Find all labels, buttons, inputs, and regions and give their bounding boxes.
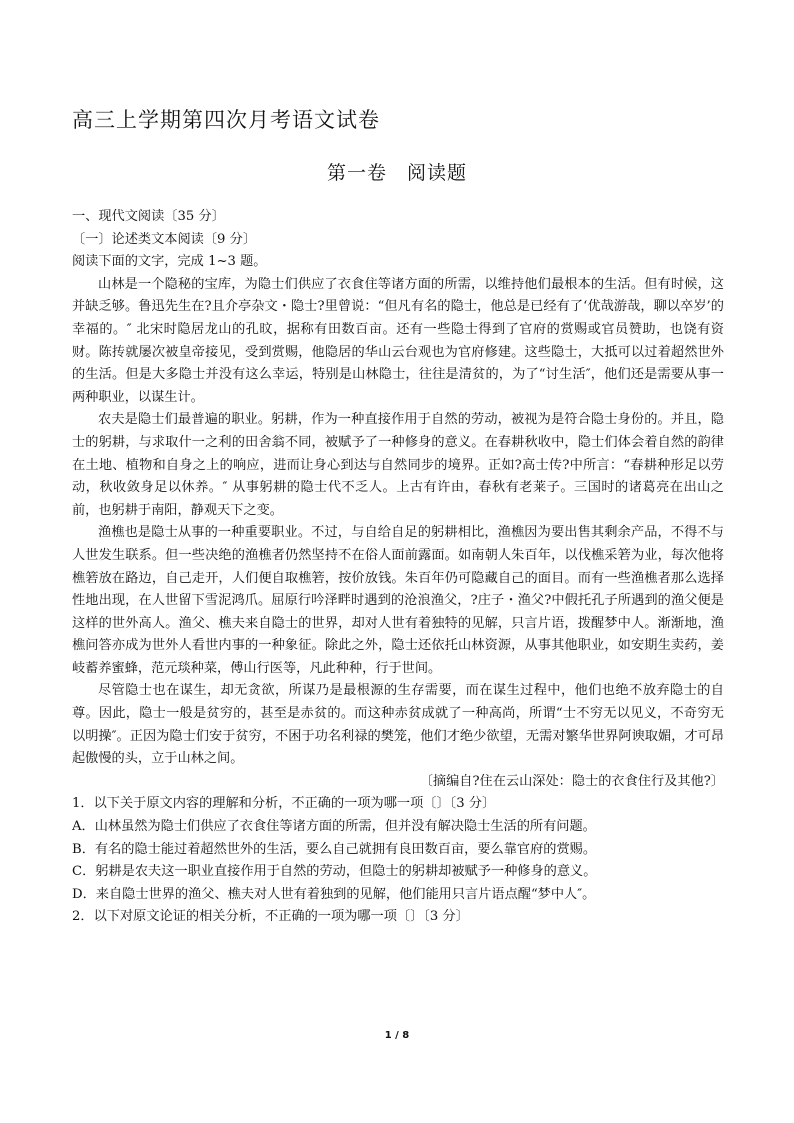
question-1-option-b: B．有名的隐士能过着超然世外的生活，要么自己就拥有良田数百亩，要么靠官府的赏赐。 — [72, 841, 596, 857]
question-1-option-c: C．躬耕是农夫这一职业直接作用于自然的劳动，但隐士的躬耕却被赋予一种修身的意义。 — [72, 864, 597, 880]
reading-body — [72, 206, 724, 929]
question-1-option-d: D．来自隐士世界的渔父、樵夫对人世有着独到的见解，他们能用只言片语点醒“梦中人″。 — [72, 886, 596, 902]
passage-paragraph-4: 尽管隐士也在谋生，却无贪欲，所谋乃是最根源的生存需要，而在谋生过程中，他们也绝不放弃隐士的自尊。因此，隐士一般是贫穷的，甚至是赤贫的。而这种赤贫成就了一种高尚，所谓“士不穷无以见义，不奇穷无以明操″。正因为隐士们安于贫穷，不困于功名利禄的樊笼，他们才绝少欲望，无需对繁华世界阿谀取媚，才可昂起傲慢的头，立于山林之间。 — [72, 683, 724, 767]
page-number: 1 / 8 — [384, 1030, 410, 1041]
passage-source: 〔摘编自?住在云山深处：隐士的衣食住行及其他?〕 — [419, 773, 724, 789]
section-title: 第一卷 阅读题 — [326, 162, 467, 184]
question-1-stem: 1．以下关于原文内容的理解和分析，不正确的一项为哪一项〔〕〔3 分〕 — [72, 796, 496, 812]
question-2-stem: 2．以下对原文论证的相关分析，不正确的一项为哪一项〔〕〔3 分〕 — [72, 909, 469, 925]
exam-title: 高三上学期第四次月考语文试卷 — [72, 108, 380, 132]
question-1-option-a: A．山林虽然为隐士们供应了衣食住等诸方面的所需，但并没有解决隐士生活的所有问题。 — [72, 819, 596, 835]
passage-paragraph-1: 山林是一个隐秘的宝库，为隐士们供应了衣食住等诸方面的所需，以维持他们最根本的生活。但有时候，这并缺乏够。鲁迅先生在?且介亭杂文・隐士?里曾说：“但凡有名的隐士，他总是已经有了‘优哉游哉，聊以卒岁’的幸福的。″ 北宋时隐居龙山的孔旼，据称有田数百亩。还有一些隐士得到了官府的赏赐或官员赞助，也饶有资财。陈抟就屡次被皇帝接见，受到赏赐，他隐居的华山云台观也为官府修建。这些隐士，大抵可以过着超然世外的生活。但是大多隐士并没有这么幸运，特别是山林隐士，往往是清贫的，为了“讨生活″，他们还是需要从事一两种职业，以谋生计。 — [72, 276, 724, 405]
sub-heading: 〔一〕论述类文本阅读〔9 分〕 — [72, 231, 257, 247]
passage-paragraph-3: 渔樵也是隐士从事的一种重要职业。不过，与自给自足的躬耕相比，渔樵因为要出售其剩余产品，不得不与人世发生联系。但一些决绝的渔樵者仍然坚持不在俗人面前露面。如南朝人朱百年，以伐樵采箬为业，每次他将樵箬放在路边，自己走开，人们便自取樵箬，按价放钱。朱百年仍可隐藏自己的面目。而有一些渔樵者那么选择性地出现，在人世留下雪泥鸿爪。屈原行吟泽畔时遇到的沧浪渔父，?庄子・渔父?中假托孔子所遇到的渔父便是这样的世外高人。渔父、樵夫来自隐士的世界，却对人世有着独特的见解，只言片语，拨醒梦中人。渐渐地，渔樵问答亦成为世外人看世内事的一种象征。除此之外，隐士还依托山林资源，从事其他职业，如安期生卖药，姜岐蓄养蜜蜂，范元琰种菜，傅山行医等，凡此种种，行于世间。 — [72, 525, 724, 676]
instruction: 阅读下面的文字，完成 1~3 题。 — [72, 254, 267, 270]
part-heading: 一、现代文阅读〔35 分〕 — [72, 209, 225, 224]
passage-paragraph-2: 农夫是隐士们最普遍的职业。躬耕，作为一种直接作用于自然的劳动，被视为是符合隐士身份的。并且，隐士的躬耕，与求取什一之利的田舍翁不同，被赋予了一种修身的意义。在春耕秋收中，隐士们体会着自然的韵律在土地、植物和自身之上的响应，进而让身心到达与自然同步的境界。正如?高士传?中所言：“春耕种形足以劳动，秋收敛身足以休养。″ 从事躬耕的隐士代不乏人。上古有许由，春秋有老莱子。三国时的诸葛亮在出山之前，也躬耕于南阳，静观天下之变。 — [72, 412, 724, 518]
